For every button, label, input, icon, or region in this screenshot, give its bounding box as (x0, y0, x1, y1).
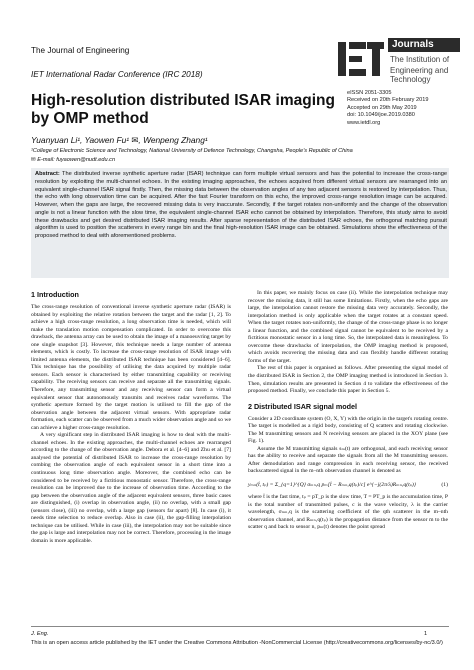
journal-name: The Journal of Engineering (31, 46, 130, 55)
abstract-label: Abstract: (35, 171, 60, 177)
received-date: Received on 20th February 2019 (347, 97, 429, 104)
logo-journals-text: Journals (392, 39, 434, 50)
logo-institution-line: The Institution of (390, 55, 450, 64)
section-heading-introduction: 1 Introduction (31, 290, 79, 299)
author-list: Yuanyuan Li¹, Yaowen Fu¹ ✉, Wenpeng Zhang¹ (31, 135, 208, 145)
license-notice: This is an open access article published by the IET under the Creative Commons Attribution -NonCommercial License (http://creativecommons.org/licenses/by-nc/3.0/) (31, 640, 443, 646)
page-number: 1 (424, 631, 428, 637)
paragraph: The cross-range resolution of conventional inverse synthetic aperture radar (ISAR) is obtained by exploiting the relative rotation between the target and the radar [1, 2]. To achieve a high cross-range resolution, a long observation time is needed, which will make the translation motion compensation complicated. In order to overcome this drawback, the antenna array can be used to obtain the image of a manoeuvring target by one single snapshot [3]. However, this technique needs a large number of antenna elements, which is costly. To increase the cross-range resolution of ISAR image with limited antenna elements, the distributed ISAR technique has been considered [4–6]. This technique has the possibility of utilising the data acquired by multiple radar sensors. Each sensor is characterised by either transmitting capability or receiving capability. The receiving sensors can receive and separate all the transmitting signals. Therefore, any transmitting sensor and any receiving sensor can form a virtual equivalent sensor that autonomously transmits and receives radar waveforms. The synthetic aperture formed by the target motion is utilised to fill the gap of the observation angle between the adjacent virtual sensors. With appropriate radar formation, each scatter can be observed from a much wider observation angle and so we can achieve a higher cross-range resolution. (31, 304, 231, 431)
paragraph: The rest of this paper is organised as follows. After presenting the signal model of the distributed ISAR in Section 2, the OMP imaging method is introduced in Section 3. Then, simulation results are presented in Section 4 to validate the effectiveness of the proposed method. Finally, we conclude this paper in Section 5. (248, 365, 448, 395)
accepted-date: Accepted on 29th May 2019 (347, 104, 417, 111)
paragraph: Assume the M transmitting signals sₘ(t) are orthogonal, and each receiving sensor has the ability to receive and separate the signals from all the M transmitting sensors. After demodulation and range compression in each receiving sensor, the received backscattered signal in the m–nth observation channel is denoted as (248, 445, 448, 475)
section-heading-signal-model: 2 Distributed ISAR signal model (248, 401, 358, 411)
left-column (31, 290, 231, 546)
equation-1 (248, 480, 448, 490)
website-link[interactable]: www.ietdl.org (347, 119, 381, 126)
right-column (248, 290, 448, 532)
affiliation: ¹College of Electronic Science and Technology, National University of Defence Technology, Changsha, People’s Republic of China (31, 148, 353, 154)
footer-divider (31, 626, 449, 627)
eissn: eISSN 2051-3305 (347, 90, 392, 96)
equation-body: yₘₙ(t̂, tₚ) = Σ_{q=1}^{Q} σₘₙ,q pₘ[t̂ − Rₘₙ,q(tₚ)/c] e^{−j(2π/λ)Rₘₙ,q(tₚ)} (248, 482, 417, 489)
paper-title: High-resolution distributed ISAR imaging by OMP method (31, 92, 335, 127)
contact-email[interactable]: ✉ E-mail: fuyaowen@nudt.edu.cn (31, 157, 116, 163)
logo-engineering-line: Engineering and Technology (390, 66, 449, 84)
conference-name: IET International Radar Conference (IRC 2018) (31, 70, 203, 79)
equation-number: (1) (441, 482, 448, 489)
paragraph: A very significant step in distributed ISAR imaging is how to deal with the multi-channel echoes. In the existing approaches, the multi-channel echoes are rearranged according to the change of the observation angle. Debora et al. [4–6] and Zhu et al. [7] analysed the potential of distributed ISAR to increase the cross-range resolution by combing the observation angle of each equivalent sensor in a short time into a continuous long time observation angle. Moreover, the combined echo can be considered to be received by a fictitious monostatic sensor. Therefore, the cross-range resolution can be improved due to the increase of observation time. According to the gap between the observation angle of the adjacent equivalent sensors, three basic cases are distinguished, (i) overlap in observation angle, (ii) no overlap, with a small gap (sensors close), (iii) no overlap, with a large gap (sensors far apart) [8]. In case (i), it needs time selection to reduce overlap. Also in case (ii), the gap-filling interpolation technique can be utilised. While in case (iii), the interpolation may not be suitable since the gap is large and interpolation may not be correct. Therefore, processing in the image domain is more applicable. (31, 432, 231, 544)
publication-meta (347, 90, 428, 127)
abstract (35, 171, 447, 241)
iet-logo-icon (338, 38, 384, 78)
paragraph: where t̂ is the fast time, tₚ = pT_p is the slow time, T = PT_p is the accumulation time, P is the total number of transmitted pulses, c is the wave velocity, λ is the carrier wavelength, σₘₙ,q is the scattering coefficient of the qth scatterer in the m–nth observation channel, and Rₘₙ,q(tₚ) is the propagation distance from the sensor m to the scatter q and back to sensor n, pₘ(t) denotes the point spread (248, 494, 448, 531)
doi[interactable]: doi: 10.1049/joe.2019.0380 (347, 112, 415, 119)
abstract-body: The distributed inverse synthetic aperture radar (ISAR) technique can form multiple virtual sensors and has the potential to increase the cross-range resolution by exploiting the multi-channel echoes. In the existing imaging approaches, the echoes acquired from different virtual sensors are rearranged into an equivalent single-channel ISAR signal firstly. Then, the missing data between the observation angles of any two adjacent sensors is restored by interpolation. Thus, the echo with long observation time can be acquired. After the fast Fourier transform on this echo, the improved cross-range resolution image can be acquired. However, when the gaps are large, the recovered missing data is very inaccurate. Secondly, if the target rotates non-uniformly and the change of the observation angle is not a linear function with the slow time, the equivalent single-channel ISAR echo cannot be obtained by interpolation. Therefore, this study aims to avoid these drawbacks and get desired distributed ISAR imaging results. After sparse representation of the distributed ISAR echoes, the orthogonal matching pursuit algorithm is used to position the scatterers in every range bin and the final high-resolution ISAR image can be obtained. Simulations show the effectiveness of the proposed method to deal with aforementioned problems. (35, 171, 447, 239)
paragraph: In this paper, we mainly focus on case (ii). While the interpolation technique may recover the missing data, it still has some limitations. Firstly, when the echo gaps are large, the interpolation cannot restore the missing data very accurately. Secondly, the interpolation method is only applicable when the target rotates at a constant speed. When the target rotates non-uniformly, the change of the cross-range phase is no longer a linear function, and the combined signal cannot be equivalent to be received by a fictitious monostatic sensor in a long time. So, the interpolated data is meaningless. To overcome these drawbacks of interpolation, the OMP imaging method is proposed, which avoids recovering the missing data and can flexibly handle different rotating forms of the target. (248, 290, 448, 364)
paragraph: Consider a 2D coordinate system (O, X, Y) with the origin in the target's rotating centre. The target is modelled as a rigid body, consisting of Q scatters and rotating clockwise. The M transmitting sensors and N receiving sensors are placed in the XOY plane (see Fig. 1). (248, 415, 448, 445)
footer-journal: J. Eng. (31, 631, 49, 637)
